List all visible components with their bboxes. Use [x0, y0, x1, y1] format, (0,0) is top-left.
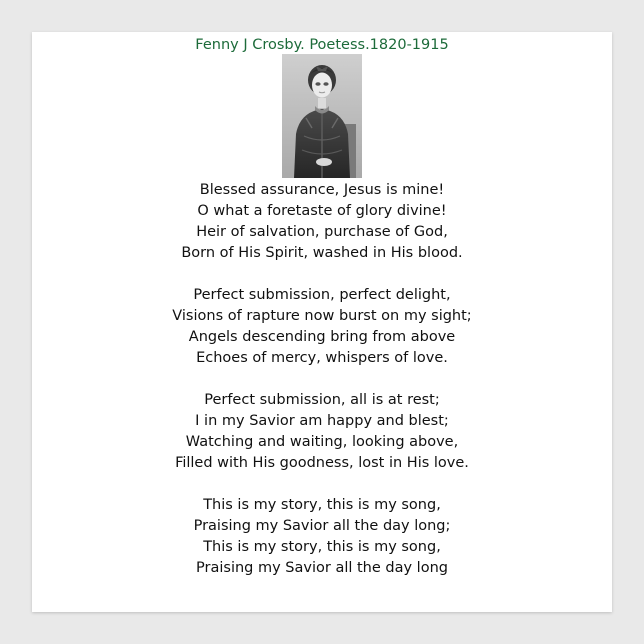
stanza: [32, 390, 612, 474]
poem-line: This is my story, this is my song,: [203, 539, 441, 555]
poem-line: Praising my Savior all the day long: [196, 560, 448, 576]
poem-line: Filled with His goodness, lost in His love.: [175, 455, 469, 471]
poem-line: Blessed assurance, Jesus is mine!: [199, 182, 445, 198]
poster-sheet: [32, 32, 612, 612]
poem-line: Echoes of mercy, whispers of love.: [196, 350, 448, 366]
stanza: [32, 495, 612, 579]
poem-line: I in my Savior am happy and blest;: [195, 413, 449, 429]
poem-line: Perfect submission, perfect delight,: [193, 287, 451, 303]
hymn-text: [32, 180, 612, 600]
poem-line: Watching and waiting, looking above,: [185, 434, 459, 450]
poem-line: Born of His Spirit, washed in His blood.: [181, 245, 463, 261]
stanza: [32, 180, 612, 264]
poem-line: Praising my Savior all the day long;: [193, 518, 451, 534]
poem-line: Angels descending bring from above: [188, 329, 456, 345]
poem-line: O what a foretaste of glory divine!: [197, 203, 447, 219]
portrait-photo-icon: [282, 54, 362, 178]
poem-line: This is my story, this is my song,: [203, 497, 441, 513]
poem-line: Perfect submission, all is at rest;: [204, 392, 440, 408]
poem-line: Visions of rapture now burst on my sight;: [172, 308, 472, 324]
poster-title: Fenny J Crosby. Poetess.1820-1915: [195, 37, 449, 53]
stanza: [32, 285, 612, 369]
poem-line: Heir of salvation, purchase of God,: [196, 224, 448, 240]
